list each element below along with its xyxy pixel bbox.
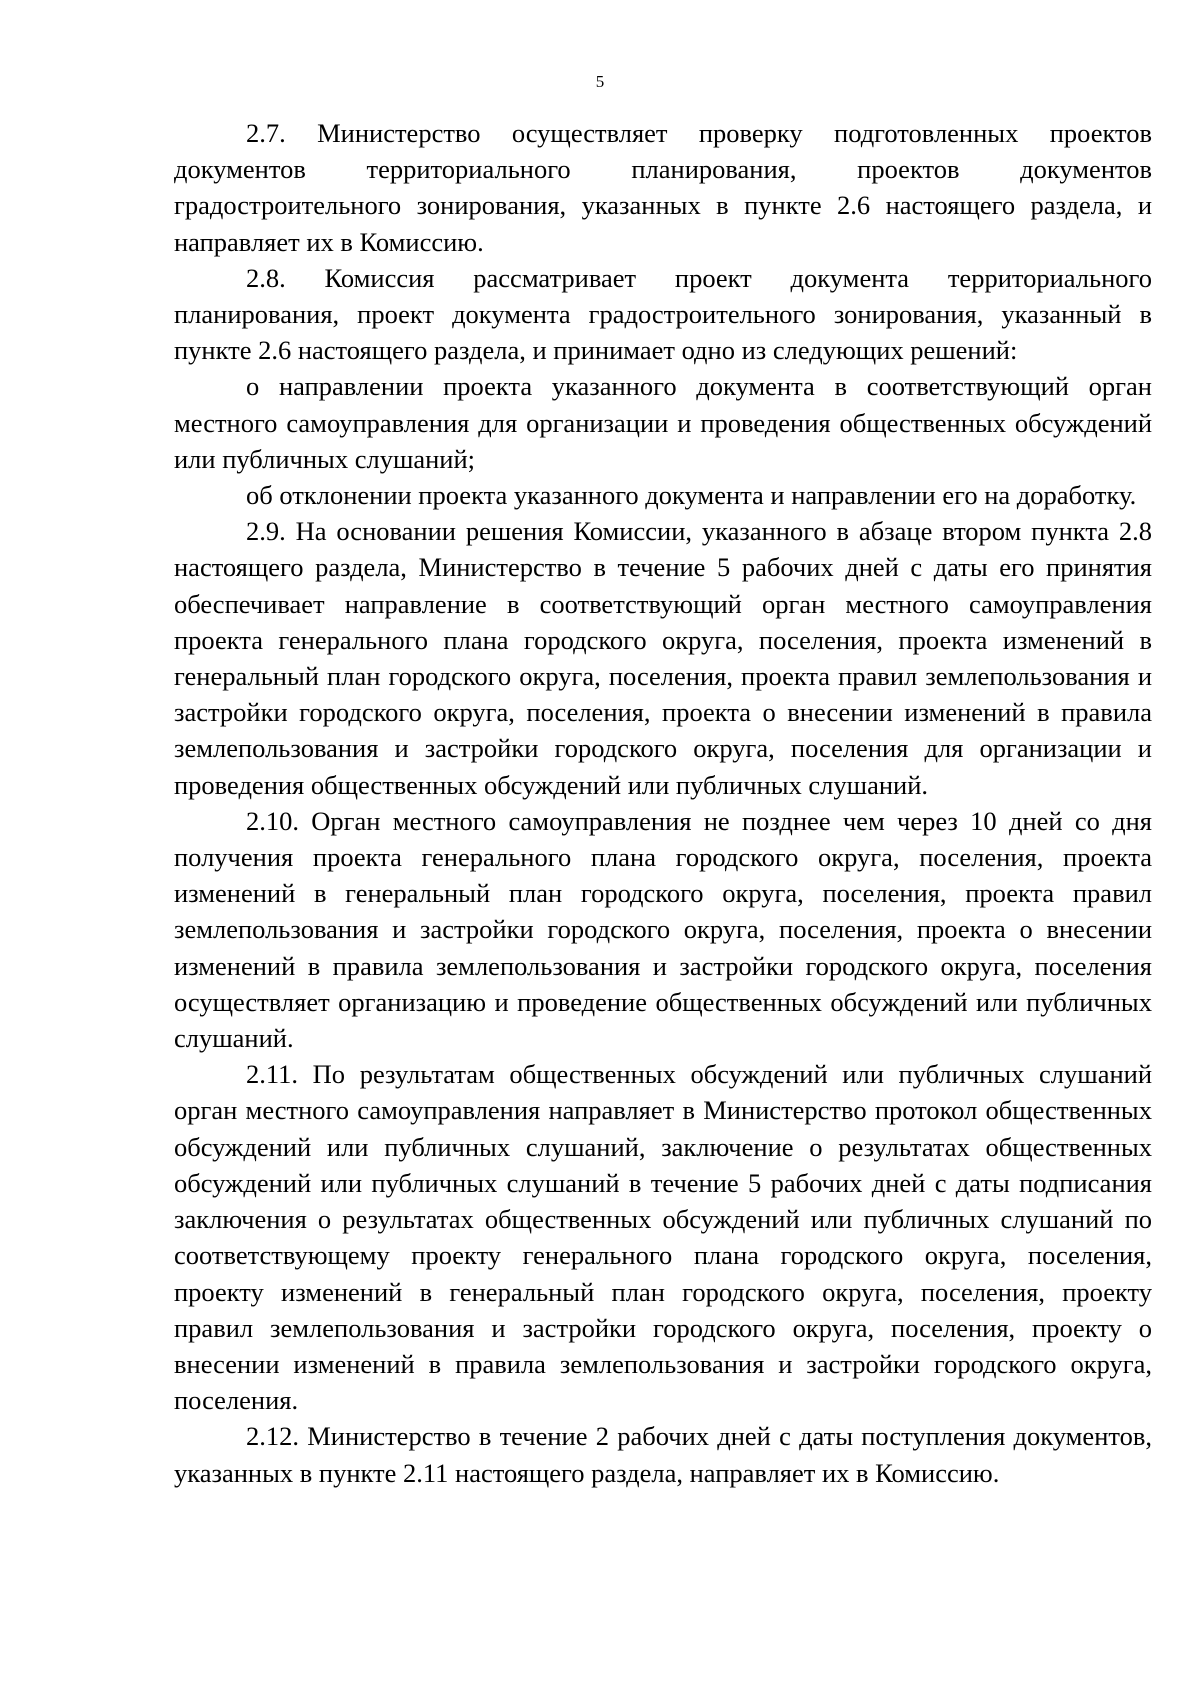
paragraph-2-8-option-2: об отклонении проекта указанного документа и направлении его на доработку. — [246, 480, 1137, 511]
paragraph-2-7: 2.7. Министерство осуществляет проверку подготовленных проектов документов территориального планирования, проектов документов градостроительного зонирования, указанных в пункте 2.6 настоящего раздела, и направляет их в Комиссию. — [174, 118, 1152, 257]
page-number: 5 — [595, 72, 605, 91]
paragraph-2-9: 2.9. На основании решения Комиссии, указанного в абзаце втором пункта 2.8 настоящего раздела, Министерство в течение 5 рабочих дней с даты его принятия обеспечивает направление в соответствующий орган местного самоуправления проекта генерального плана городского округа, поселения, проекта изменений в генеральный план городского округа, поселения, проекта правил землепользования и застройки городского округа, поселения, проекта о внесении изменений в правила землепользования и застройки городского округа, поселения для организации и проведения общественных обсуждений или публичных слушаний. — [174, 516, 1152, 800]
paragraph-2-11: 2.11. По результатам общественных обсуждений или публичных слушаний орган местного самоуправления направляет в Министерство протокол общественных обсуждений или публичных слушаний, заключение о результатах общественных обсуждений или публичных слушаний в течение 5 рабочих дней с даты подписания заключения о результатах общественных обсуждений или публичных слушаний по соответствующему проекту генерального плана городского округа, поселения, проекту изменений в генеральный план городского округа, поселения, проекту правил землепользования и застройки городского округа, поселения, проекту о внесении изменений в правила землепользования и застройки городского округа, поселения. — [174, 1059, 1152, 1416]
paragraph-2-10: 2.10. Орган местного самоуправления не позднее чем через 10 дней со дня получения проекта генерального плана городского округа, поселения, проекта изменений в генеральный план городского округа, поселения, проекта правил землепользования и застройки городского округа, поселения, проекта о внесении изменений в правила землепользования и застройки городского округа, поселения осуществляет организацию и проведение общественных обсуждений или публичных слушаний. — [174, 805, 1152, 1054]
paragraph-2-8-option-1: о направлении проекта указанного документа в соответствующий орган местного самоуправления для организации и проведения общественных обсуждений или публичных слушаний; — [174, 371, 1152, 474]
paragraph-2-12: 2.12. Министерство в течение 2 рабочих дней с даты поступления документов, указанных в пункте 2.11 настоящего раздела, направляет их в Комиссию. — [174, 1421, 1152, 1488]
paragraph-2-8: 2.8. Комиссия рассматривает проект документа территориального планирования, проект документа градостроительного зонирования, указанный в пункте 2.6 настоящего раздела, и принимает одно из следующих решений: — [174, 262, 1152, 366]
document-body — [174, 115, 1152, 1491]
